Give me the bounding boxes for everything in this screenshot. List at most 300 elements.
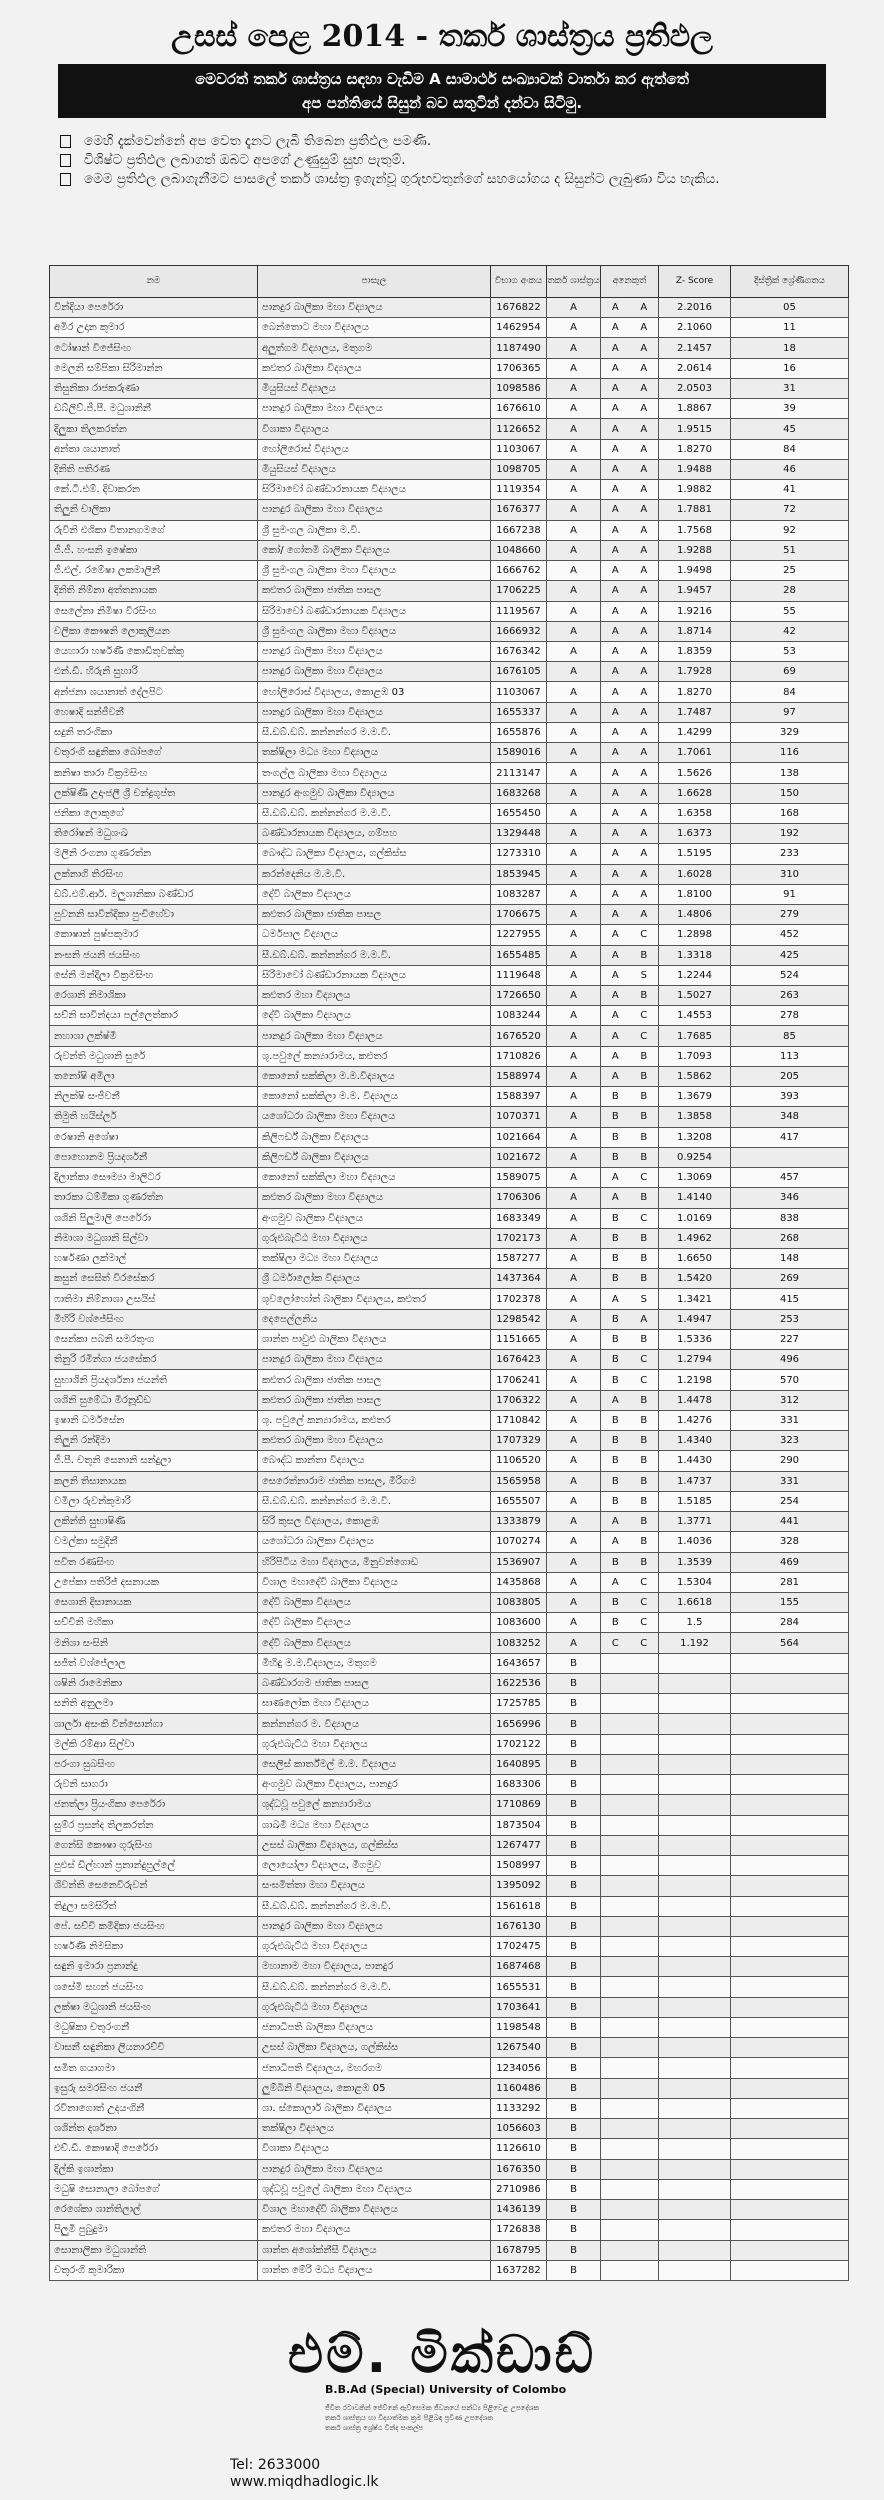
cell-other-grades — [601, 1208, 659, 1228]
cell-other-grades — [601, 318, 659, 338]
cell-logic-grade: B — [547, 1896, 601, 1916]
cell-school: කළුතර බාලිකා ජාතික පාසල — [258, 581, 491, 601]
cell-zscore: 1.5420 — [659, 1269, 731, 1289]
cell-index: 1298542 — [491, 1309, 547, 1329]
cell-name: සමිත ගයාගමා — [50, 2058, 258, 2078]
cell-index: 1587277 — [491, 1249, 547, 1269]
cell-index: 1666762 — [491, 561, 547, 581]
cell-zscore: 1.7061 — [659, 743, 731, 763]
cell-rank: 39 — [731, 399, 849, 419]
table-row — [50, 1107, 849, 1127]
cell-other-grades — [601, 1916, 659, 1936]
cell-rank: 457 — [731, 1168, 849, 1188]
cell-school: ගුරුළුබැට්ඨ මහා විද්‍යාලය — [258, 1936, 491, 1956]
table-row — [50, 581, 849, 601]
cell-index: 1103067 — [491, 439, 547, 459]
cell-index: 1435868 — [491, 1572, 547, 1592]
table-row — [50, 1653, 849, 1673]
table-row — [50, 1856, 849, 1876]
cell-other-grades — [601, 1795, 659, 1815]
cell-name: ගෙන්සි කෞෂා ගුරුසිංහ — [50, 1835, 258, 1855]
cell-rank — [731, 2240, 849, 2260]
cell-logic-grade: B — [547, 1653, 601, 1673]
cell-logic-grade: B — [547, 2058, 601, 2078]
cell-other-grades — [601, 2038, 659, 2058]
cell-logic-grade: A — [547, 1127, 601, 1147]
cell-zscore — [659, 2058, 731, 2078]
cell-index: 1133292 — [491, 2098, 547, 2118]
cell-other-grades — [601, 540, 659, 560]
cell-zscore — [659, 2139, 731, 2159]
col-header-index: විභාග අංකය — [491, 266, 547, 298]
cell-other-grades — [601, 1835, 659, 1855]
cell-rank: 269 — [731, 1269, 849, 1289]
cell-grade-2: A — [640, 767, 648, 779]
cell-name: මෙලනි සම්පිකා සිරිමාන්න — [50, 358, 258, 378]
cell-name: පිලුමි පුබුදුමා — [50, 2220, 258, 2240]
table-row — [50, 1957, 849, 1977]
table-row — [50, 1390, 849, 1410]
cell-school: යශෝධරා බාලිකා මහා විද්‍යාලය — [258, 1107, 491, 1127]
cell-name: උපේකා පතිරිජ් දසනායක — [50, 1572, 258, 1592]
cell-school: සිරිමාවෝ බණ්ඩාරනායක විද්‍යාලය — [258, 601, 491, 621]
cell-grade-1: A — [611, 322, 619, 334]
cell-school: කළුතර මහා විද්‍යාලය — [258, 2220, 491, 2240]
cell-grade-1: A — [611, 929, 619, 941]
cell-school: කොනෝ සක්කිලා මහා විද්‍යාලය — [258, 1168, 491, 1188]
cell-grade-1: A — [611, 949, 619, 961]
cell-name: ශසේමි සහන් ජයසිංහ — [50, 1977, 258, 1997]
cell-grade-2: A — [640, 807, 648, 819]
cell-other-grades — [601, 2017, 659, 2037]
cell-name: සේනි මන්දිලා වික්‍රමසිංහ — [50, 965, 258, 985]
table-row — [50, 2179, 849, 2199]
cell-zscore: 1.6650 — [659, 1249, 731, 1269]
cell-rank: 16 — [731, 358, 849, 378]
cell-name: පුවනනි සාවින්දිකා පුංචිහේවා — [50, 905, 258, 925]
table-row — [50, 1410, 849, 1430]
cell-grade-2: A — [640, 403, 648, 415]
cell-school: කෝ/ ගෝතමි බාලිකා විද්‍යාලය — [258, 540, 491, 560]
cell-logic-grade: A — [547, 540, 601, 560]
cell-name: තිලුනි චාලිකා — [50, 500, 258, 520]
cell-zscore: 1.2198 — [659, 1370, 731, 1390]
cell-school: සී.ඩබ්.ඩබ්. කන්නන්ගර ම.ම.වි. — [258, 945, 491, 965]
cell-logic-grade: A — [547, 1228, 601, 1248]
cell-other-grades — [601, 2139, 659, 2159]
cell-index: 1702173 — [491, 1228, 547, 1248]
cell-zscore: 1.6618 — [659, 1593, 731, 1613]
cell-school: විශාකා විද්‍යාලය — [258, 2139, 491, 2159]
cell-index: 1048660 — [491, 540, 547, 560]
cell-other-grades — [601, 2179, 659, 2199]
cell-zscore: 1.9288 — [659, 540, 731, 560]
cell-grade-1: A — [611, 848, 619, 860]
table-row — [50, 1936, 849, 1956]
cell-grade-1: A — [611, 727, 619, 739]
cell-logic-grade: B — [547, 2260, 601, 2280]
cell-zscore: 1.4140 — [659, 1188, 731, 1208]
cell-grade-2: B — [640, 1131, 648, 1143]
cell-index: 1589075 — [491, 1168, 547, 1188]
cell-rank — [731, 1835, 849, 1855]
cell-name: ශෂිනි රාමෙනිකා — [50, 1673, 258, 1693]
cell-index: 1676822 — [491, 298, 547, 318]
cell-school: කිලිෆර්ඩ් බාලිකා විද්‍යාලය — [258, 1147, 491, 1167]
cell-index: 1687468 — [491, 1957, 547, 1977]
cell-grade-2: C — [640, 1597, 648, 1609]
cell-other-grades — [601, 439, 659, 459]
cell-logic-grade: A — [547, 500, 601, 520]
note-item — [60, 170, 840, 189]
cell-school: ජනාධිපති බාලිකා විද්‍යාලය — [258, 2017, 491, 2037]
cell-logic-grade: A — [547, 1350, 601, 1370]
cell-rank: 524 — [731, 965, 849, 985]
cell-rank — [731, 2159, 849, 2179]
cell-grade-1: A — [611, 1030, 619, 1042]
cell-zscore: 1.4299 — [659, 722, 731, 742]
results-table — [49, 265, 849, 2281]
cell-zscore: 1.3421 — [659, 1289, 731, 1309]
cell-grade-1: B — [611, 1475, 619, 1487]
cell-other-grades — [601, 621, 659, 641]
cell-logic-grade: A — [547, 601, 601, 621]
cell-grade-2: B — [640, 1232, 648, 1244]
cell-school: හිරිපිටිය මහා විද්‍යාලය, මිනුවන්ගොඩ — [258, 1552, 491, 1572]
cell-zscore — [659, 2159, 731, 2179]
cell-name: දිලුකා තිලකරත්න — [50, 419, 258, 439]
cell-school: කරන්දෙනිය ම.ම.වි. — [258, 864, 491, 884]
tutor-description — [325, 2403, 625, 2433]
cell-other-grades — [601, 925, 659, 945]
cell-other-grades — [601, 1815, 659, 1835]
cell-name: කේ.ටී.එම්. දිවාකරන — [50, 480, 258, 500]
cell-zscore: 1.9457 — [659, 581, 731, 601]
cell-grade-2: A — [640, 383, 648, 395]
cell-grade-2: B — [640, 1050, 648, 1062]
cell-other-grades — [601, 1977, 659, 1997]
cell-other-grades — [601, 682, 659, 702]
cell-zscore: 1.4036 — [659, 1532, 731, 1552]
cell-school: කළුතර බාලිකා මහා විද්‍යාලය — [258, 1188, 491, 1208]
cell-school: පානදුර බාලිකා මහා විද්‍යාලය — [258, 1916, 491, 1936]
cell-rank: 393 — [731, 1087, 849, 1107]
cell-zscore — [659, 2119, 731, 2139]
cell-name: සඳුනි ඉමාරා ප්‍රනාන්දු — [50, 1957, 258, 1977]
cell-school: බෞද්ධ කාන්තා විද්‍යාලය — [258, 1451, 491, 1471]
table-row — [50, 824, 849, 844]
cell-school: දෙපෙල්ලනිය — [258, 1309, 491, 1329]
cell-rank — [731, 1936, 849, 1956]
cell-index: 1565958 — [491, 1471, 547, 1491]
cell-rank — [731, 1775, 849, 1795]
cell-index: 1462954 — [491, 318, 547, 338]
cell-logic-grade: A — [547, 1309, 601, 1329]
cell-grade-2: A — [640, 565, 648, 577]
cell-zscore: 1.3539 — [659, 1552, 731, 1572]
cell-school: ශුවලෝහෝත් බාලිකා විද්‍යාලය, කළුතර — [258, 1289, 491, 1309]
cell-grade-2: A — [640, 302, 648, 314]
cell-school: ශුද්ධවූ පවුලේ කන්‍යාරාමය — [258, 1795, 491, 1815]
cell-name: මිහිරි වශ්ජේසිංහ — [50, 1309, 258, 1329]
cell-index: 1070371 — [491, 1107, 547, 1127]
cell-name: කොෂාන් පුෂ්පකුමාර — [50, 925, 258, 945]
cell-other-grades — [601, 1471, 659, 1491]
banner-line-1: මෙවරත් තර්ක ශාස්ත්‍රය සඳහා වැඩිම A සාමාර්ථ සංඛ්‍යාවක් වාර්තා කර ඇත්තේ — [195, 70, 689, 88]
cell-grade-1: A — [611, 463, 619, 475]
cell-rank — [731, 2119, 849, 2139]
cell-zscore: 1.9216 — [659, 601, 731, 621]
cell-school: ධර්මපාල විද්‍යාලය — [258, 925, 491, 945]
cell-other-grades — [601, 1512, 659, 1532]
cell-rank — [731, 1977, 849, 1997]
cell-rank: 284 — [731, 1613, 849, 1633]
cell-grade-2: B — [640, 1151, 648, 1163]
cell-zscore — [659, 1977, 731, 1997]
cell-index: 1070274 — [491, 1532, 547, 1552]
cell-other-grades — [601, 1309, 659, 1329]
cell-name: තිලුනි රන්දිමා — [50, 1431, 258, 1451]
cell-school: පානදුර බාලිකා මහා විද්‍යාලය — [258, 641, 491, 661]
cell-index: 1187490 — [491, 338, 547, 358]
cell-other-grades — [601, 763, 659, 783]
cell-logic-grade: B — [547, 1977, 601, 1997]
cell-rank: 425 — [731, 945, 849, 965]
table-row — [50, 1087, 849, 1107]
cell-rank: 253 — [731, 1309, 849, 1329]
table-row — [50, 1896, 849, 1916]
cell-zscore — [659, 1653, 731, 1673]
cell-other-grades — [601, 884, 659, 904]
cell-name: මලිනි රංගනා ගුණරත්න — [50, 844, 258, 864]
cell-grade-2: A — [640, 868, 648, 880]
cell-index: 1655531 — [491, 1977, 547, 1997]
table-row — [50, 520, 849, 540]
table-row — [50, 1572, 849, 1592]
cell-name: තනෝෂි අමිලා — [50, 1066, 258, 1086]
cell-grade-1: A — [611, 787, 619, 799]
cell-zscore: 1.9498 — [659, 561, 731, 581]
cell-logic-grade: B — [547, 1876, 601, 1896]
cell-grade-1: A — [611, 585, 619, 597]
cell-name: නංසනි ජයනි ජයසිංහ — [50, 945, 258, 965]
table-row — [50, 1006, 849, 1026]
cell-other-grades — [601, 1714, 659, 1734]
cell-index: 1710826 — [491, 1046, 547, 1066]
cell-other-grades — [601, 1390, 659, 1410]
cell-rank: 168 — [731, 803, 849, 823]
cell-grade-1: B — [611, 1415, 619, 1426]
cell-rank: 148 — [731, 1249, 849, 1269]
cell-logic-grade: B — [547, 1815, 601, 1835]
cell-other-grades — [601, 1593, 659, 1613]
cell-logic-grade: A — [547, 1269, 601, 1289]
cell-zscore: 1.3771 — [659, 1512, 731, 1532]
cell-other-grades — [601, 844, 659, 864]
cell-name: පරංගා සුබසිංහ — [50, 1754, 258, 1774]
cell-grade-1: B — [611, 1617, 619, 1629]
cell-logic-grade: A — [547, 1431, 601, 1451]
cell-grade-2: A — [640, 443, 648, 455]
col-header-name: නම — [50, 266, 258, 298]
cell-grade-2: C — [640, 1212, 648, 1224]
cell-index: 1643657 — [491, 1653, 547, 1673]
website-link[interactable]: www.miqdhadlogic.lk — [230, 2474, 379, 2490]
cell-school: දේවි බාලිකා විද්‍යාලය — [258, 1613, 491, 1633]
cell-grade-2: A — [640, 646, 648, 658]
cell-name: වමිලා රුවන්කුමාරි — [50, 1491, 258, 1511]
table-row — [50, 844, 849, 864]
cell-index: 1561618 — [491, 1896, 547, 1916]
cell-index: 1021664 — [491, 1127, 547, 1147]
cell-logic-grade: A — [547, 561, 601, 581]
cell-name: ලක්ෂිණී උදාංජලී ශ්‍රී චන්ද්‍රගුප්ත — [50, 783, 258, 803]
cell-school: තක්ෂිලා මධ්‍ය මහා විද්‍යාලය — [258, 743, 491, 763]
cell-school: පානදුර බාලිකා මහා විද්‍යාලය — [258, 1350, 491, 1370]
desc-line: තර්ක ශාස්ත්‍රය හා විද්‍යාත්මක ක්‍රම පිළිබඳ ප්‍රවීණ උපදේශක — [325, 2414, 494, 2422]
cell-logic-grade: A — [547, 641, 601, 661]
cell-rank: 92 — [731, 520, 849, 540]
cell-logic-grade: A — [547, 1552, 601, 1572]
cell-rank — [731, 1856, 849, 1876]
cell-name: දිල්කි ඉශාන්කා — [50, 2159, 258, 2179]
cell-zscore: 1.8714 — [659, 621, 731, 641]
cell-rank: 113 — [731, 1046, 849, 1066]
table-row — [50, 459, 849, 479]
table-row — [50, 864, 849, 884]
cell-zscore: 1.3679 — [659, 1087, 731, 1107]
cell-grade-2: A — [640, 544, 648, 556]
table-row — [50, 1249, 849, 1269]
cell-grade-1: B — [611, 1597, 619, 1609]
cell-school: යශෝධරා බාලිකා විද්‍යාලය — [258, 1532, 491, 1552]
cell-rank — [731, 1997, 849, 2017]
cell-other-grades — [601, 1633, 659, 1653]
cell-zscore: 1.192 — [659, 1633, 731, 1653]
cell-index: 1706306 — [491, 1188, 547, 1208]
cell-name: හර්ෂණි නිමසිකා — [50, 1936, 258, 1956]
cell-school: දේවි බාලිකා විද්‍යාලය — [258, 884, 491, 904]
cell-index: 1119567 — [491, 601, 547, 621]
cell-grade-1: A — [611, 362, 619, 374]
cell-zscore — [659, 1936, 731, 1956]
cell-zscore: 1.3858 — [659, 1107, 731, 1127]
cell-zscore: 1.4340 — [659, 1431, 731, 1451]
cell-index: 1676105 — [491, 662, 547, 682]
cell-grade-2: A — [640, 1313, 648, 1325]
cell-rank: 328 — [731, 1532, 849, 1552]
cell-index: 1227955 — [491, 925, 547, 945]
table-row — [50, 945, 849, 965]
table-row — [50, 500, 849, 520]
cell-name: අන්ජනා ශයානාත් දේලපිට — [50, 682, 258, 702]
cell-grade-2: A — [640, 787, 648, 799]
cell-rank: 496 — [731, 1350, 849, 1370]
cell-grade-1: B — [611, 1354, 619, 1366]
cell-name: ඩබ්.එම්.ආර්. මලුශානිකා බණ්ඩාර — [50, 884, 258, 904]
cell-logic-grade: A — [547, 1532, 601, 1552]
table-row — [50, 1228, 849, 1248]
cell-grade-1: A — [611, 747, 619, 759]
cell-grade-1: B — [611, 1313, 619, 1325]
table-row — [50, 540, 849, 560]
cell-index: 1098705 — [491, 459, 547, 479]
cell-name: හර්ෂණා ලක්මාල් — [50, 1249, 258, 1269]
cell-index: 1395092 — [491, 1876, 547, 1896]
cell-other-grades — [601, 1754, 659, 1774]
cell-zscore — [659, 2260, 731, 2280]
cell-logic-grade: A — [547, 1633, 601, 1653]
table-row — [50, 1431, 849, 1451]
cell-zscore — [659, 1775, 731, 1795]
cell-zscore — [659, 2017, 731, 2037]
table-row — [50, 884, 849, 904]
cell-rank — [731, 2038, 849, 2058]
cell-name: ඩබ්ලිව්.ජී.පී. මධුශානිනී — [50, 399, 258, 419]
cell-logic-grade: B — [547, 2119, 601, 2139]
cell-grade-2: C — [640, 1637, 648, 1649]
cell-name: ඉසුරු සමරසිංහ ජයනී — [50, 2078, 258, 2098]
phone-number: Tel: 2633000 — [230, 2457, 321, 2473]
cell-logic-grade: A — [547, 1249, 601, 1269]
cell-zscore: 1.9488 — [659, 459, 731, 479]
cell-zscore — [659, 2220, 731, 2240]
cell-other-grades — [601, 1147, 659, 1167]
cell-name: මල්කි රම්ආා සිල්වා — [50, 1734, 258, 1754]
cell-grade-1: A — [611, 666, 619, 678]
cell-logic-grade: A — [547, 399, 601, 419]
cell-school: ශු.පවුලේ කන්‍යාරාමය, කළුතර — [258, 1046, 491, 1066]
cell-rank — [731, 1714, 849, 1734]
cell-name: යෙහාරා හර්ෂණී කොඩිතුවක්කු — [50, 641, 258, 661]
cell-index: 1683268 — [491, 783, 547, 803]
cell-grade-1: B — [611, 1232, 619, 1244]
cell-logic-grade: B — [547, 2078, 601, 2098]
cell-name: එන්.ඩී. හිරුනි සුහාරි — [50, 662, 258, 682]
cell-zscore: 1.4276 — [659, 1410, 731, 1430]
cell-logic-grade: A — [547, 925, 601, 945]
cell-rank: 310 — [731, 864, 849, 884]
cell-name: රෙශේකා ශාන්තිලාල් — [50, 2200, 258, 2220]
desc-line: ජීවිත රටාවකින් ජේව්නේ ඇව්සෙමක ජීවනයේ සන්ධ්‍ය පිළිවෙළ උපදේශක — [325, 2404, 540, 2412]
cell-name: සදුනි තරංගිකා — [50, 722, 258, 742]
cell-logic-grade: A — [547, 682, 601, 702]
cell-rank: 564 — [731, 1633, 849, 1653]
cell-other-grades — [601, 1491, 659, 1511]
cell-logic-grade: A — [547, 884, 601, 904]
cell-zscore: 1.5626 — [659, 763, 731, 783]
cell-school: විශාකා විද්‍යාලය — [258, 419, 491, 439]
cell-grade-2: A — [640, 909, 648, 921]
cell-index: 1267540 — [491, 2038, 547, 2058]
cell-rank: 51 — [731, 540, 849, 560]
cell-rank: 417 — [731, 1127, 849, 1147]
cell-other-grades — [601, 1168, 659, 1188]
cell-logic-grade: A — [547, 1451, 601, 1471]
cell-logic-grade: A — [547, 298, 601, 318]
cell-rank: 570 — [731, 1370, 849, 1390]
cell-school: බෞද්ධ බාලිකා විද්‍යාලය, ගල්කිස්ස — [258, 844, 491, 864]
cell-logic-grade: A — [547, 1289, 601, 1309]
cell-index: 1676610 — [491, 399, 547, 419]
note-item — [60, 132, 840, 151]
cell-index: 1655450 — [491, 803, 547, 823]
cell-other-grades — [601, 1613, 659, 1633]
cell-grade-1: A — [611, 383, 619, 395]
cell-grade-1: A — [611, 990, 619, 1002]
cell-other-grades — [601, 338, 659, 358]
cell-grade-1: B — [611, 1435, 619, 1447]
